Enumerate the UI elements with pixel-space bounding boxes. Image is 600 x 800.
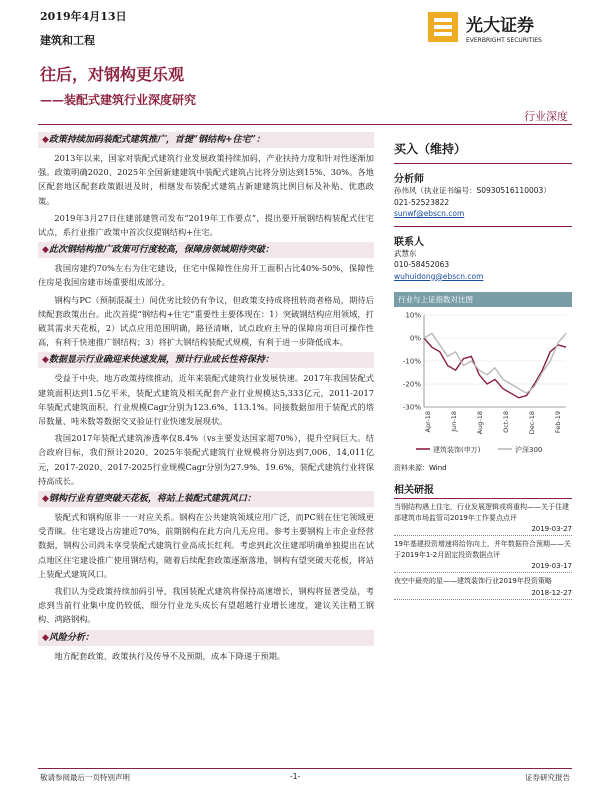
section-1: [38, 132, 374, 239]
rating-label: 买入（维持）: [394, 142, 467, 156]
analyst-email[interactable]: sunwf@ebscn.com: [394, 209, 465, 218]
related-report-title[interactable]: 当钢结构遇上住宅，行业发展逻辑或将重构——关于住建部建筑市场监管司2019年工作要点点评: [394, 503, 569, 522]
analyst-cert: （执业证书编号：S0930516110003）: [416, 186, 551, 195]
section-heading: ◆钢构行业有望突破天花板，将站上装配式建筑风口：: [38, 491, 374, 507]
section-heading: ◆数据显示行业确迎来快速发展，预计行业成长性将保持：: [38, 352, 374, 368]
paragraph: 钢构与PC（预制混凝土）间优劣比较仍有争议，但政策支持成将扭转商者格局，期待后续配套政策出台。此次首提“钢结构+住宅”重要性主要体现在：1）突破钢结构应用领域，打破其需求天花板，2）试点应用范围明确，路径清晰，试点政府主导的保障房项目可操作性高，有利于快速推广钢结构；3）将扩大钢结构装配式规模，有利于进一步降低成本。: [38, 294, 374, 348]
y-tick-label: 0%: [409, 334, 421, 343]
paragraph: 我国房建约70%左右为住宅建设，住宅中保障性住房开工面积占比40%-50%，保障性住房是我国房建市场重要组成部分。: [38, 263, 374, 288]
related-report-item[interactable]: [394, 576, 572, 600]
diamond-icon: ◆: [42, 245, 49, 256]
x-tick-label: Apr-18: [424, 411, 432, 433]
related-report-title[interactable]: 夜空中最亮的星——建筑装饰行业2019年投资策略: [394, 577, 552, 585]
related-report-title[interactable]: 19年基建投资增速将给你向上，并年数据符合预期——关于2019年1-2月固定投资数据点评: [394, 540, 571, 559]
section-4: [38, 491, 374, 627]
section-3: [38, 352, 374, 488]
chart-source: 资料来源：Wind: [394, 464, 447, 472]
report-subtitle: ——装配式建筑行业深度研究: [40, 93, 197, 107]
header-divider: [38, 124, 572, 125]
report-type: 行业深度: [524, 110, 568, 123]
x-tick-label: Oct-18: [502, 411, 510, 433]
paragraph: 我们认为受政策持续加码引导，我国装配式建筑将保持高速增长，钢构将显著受益，考虑到当前行业集中度仍较低，细分行业龙头成长有望超越行业增长速度，建议关注精工钢构、鸿路钢构。: [38, 586, 374, 625]
contact-email[interactable]: wuhuidong@ebscn.com: [394, 271, 484, 281]
report-date: 2019年4月13日: [40, 10, 127, 23]
y-tick-label: 10%: [405, 311, 421, 320]
footer-divider: [38, 768, 572, 769]
paragraph: 2013年以来，国家对装配式建筑行业发展政策持续加码，产业扶持力度和针对性逐渐加强。政策明确2020、2025年全国新建建筑中装配式建筑占比将分别达到15%、30%。各地区配套地区配套政策跟进及时，相继发布装配式建筑占新建建筑比例目标及补贴、优惠政策。: [38, 153, 374, 206]
footer-report-label: 证券研究报告: [525, 773, 570, 782]
divider: [394, 163, 572, 164]
x-tick-label: Feb-19: [554, 411, 562, 434]
logo-text: 光大证券: [466, 16, 534, 36]
y-tick-label: -10%: [402, 357, 421, 366]
legend-label: 建筑装饰(申万): [433, 446, 481, 454]
logo-mark-icon: [428, 10, 568, 46]
analyst-heading: 分析师: [394, 174, 424, 185]
y-tick-label: -20%: [402, 380, 421, 389]
contact-heading: 联系人: [394, 236, 424, 248]
section-heading: ◆此次钢结构推广政策可行度较高，保障房领域期待突破：: [38, 242, 374, 258]
related-report-date: 2019-03-27: [394, 523, 572, 536]
x-tick-label: Jun-18: [450, 411, 458, 432]
footer-disclaimer[interactable]: 敬请参阅最后一页特别声明: [40, 773, 130, 782]
page-number: -1-: [290, 772, 301, 781]
contact-name: 武慧东: [394, 248, 417, 258]
logo-subtext: EVERBRIGHT SECURITIES: [466, 37, 542, 44]
paragraph: 装配式和钢构原非一一对应关系。钢构在公共建筑领域应用广泛，而PC则在住宅领域更受青睐。住宅建设占房建近70%，前期钢构在此方向几无应用。参考主要钢构上市企业经营数据，钢构公司尚未享受装配式建筑行业高成长红利。考虑到此次住建部明确单独提出在试点地区住宅建设推广使用钢结构，随着后续配套政策逐渐落地，钢构有望突破天花板，将站上装配式建筑风口。: [38, 512, 374, 579]
diamond-icon: ◆: [42, 494, 49, 505]
diamond-icon: ◆: [42, 355, 49, 366]
analyst-name: 孙伟风: [394, 186, 417, 195]
main-body: [38, 130, 374, 666]
paragraph: 受益于中央、地方政策持续推动，近年来装配式建筑行业发展快速。2017年我国装配式建筑面积达到1.5亿平米，装配式建筑及相关配套产业行业规模达5,333亿元，2011-2017年装配式建筑面积、行业规模Cagr分别为123.6%、113.1%。同接数据加用于装配式的塔吊数量、吨米数等数据交叉验证行业快速发展现状。: [38, 373, 374, 427]
related-reports-heading: 相关研报: [394, 481, 572, 499]
paragraph: 我国2017年装配式建筑渗透率仅8.4%（vs主要发达国家超70%），提升空间巨大。结合政府目标，我们预计2020、2025年装配式建筑行业规模将分别达到7,006、14,011亿元，2017-2020、2017-2025行业规模Cagr分别为27.9%、19.6%，装配式建筑行业将保持高成长。: [38, 433, 374, 486]
related-report-date: 2019-03-17: [394, 560, 572, 573]
x-tick-label: Aug-18: [476, 411, 484, 435]
divider: [394, 226, 572, 227]
section-heading: ◆风险分析：: [38, 630, 374, 646]
logo: [428, 10, 568, 46]
section-5: [38, 630, 374, 663]
analyst-info: [394, 185, 572, 197]
section-heading: ◆政策持续加码装配式建筑推广，首提“钢结构+住宅”：: [38, 132, 374, 148]
related-report-item[interactable]: [394, 539, 572, 573]
related-report-item[interactable]: [394, 502, 572, 536]
paragraph: 地方配套政策、政策执行及传导不及预期，成本下降递于预期。: [54, 650, 286, 661]
legend-label: 沪深300: [515, 446, 543, 454]
analyst-phone: 021-52523822: [394, 197, 450, 207]
report-title: 往后，对钢构更乐观: [40, 65, 185, 84]
contact-phone: 010-58452063: [394, 260, 450, 269]
diamond-icon: ◆: [42, 632, 49, 643]
related-report-date: 2018-12-27: [394, 587, 572, 600]
x-tick-label: Dec-18: [528, 411, 536, 435]
sidebar: [394, 130, 572, 600]
section-2: [38, 242, 374, 349]
diamond-icon: ◆: [42, 135, 49, 145]
paragraph: 2019年3月27日住建部建管司发布“2019年工作要点”，提出要开展钢结构装配式住宅试点，系行业推广政策中首次仅提钢结构+住宅。: [38, 212, 374, 238]
y-tick-label: -30%: [402, 403, 421, 412]
index-comparison-chart: [394, 307, 572, 457]
sector-label: 建筑和工程: [40, 34, 95, 47]
chart-title: 行业与上证指数对比图: [394, 292, 572, 307]
